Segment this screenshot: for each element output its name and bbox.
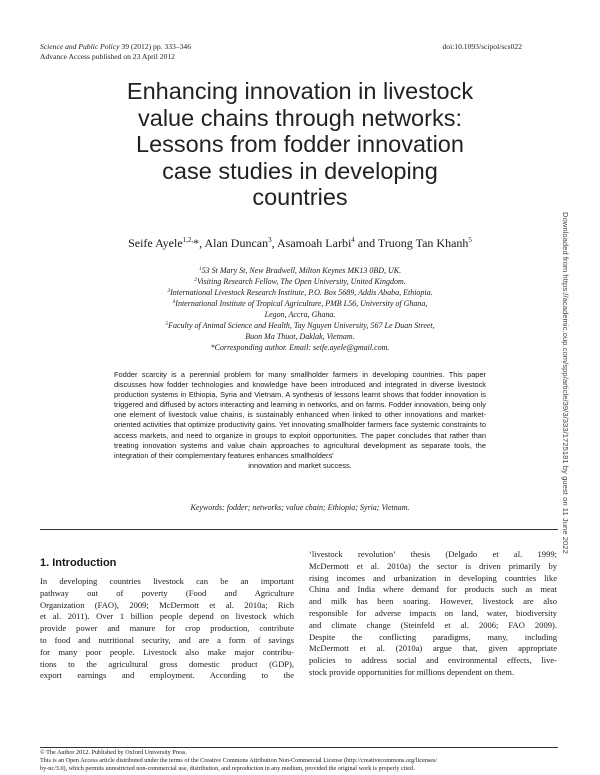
author-separator: and: [354, 236, 378, 250]
advance-access: Advance Access published on 23 April 2012: [40, 52, 175, 61]
title-line: value chains through networks:: [138, 104, 462, 131]
body-column-right: [309, 549, 557, 679]
copyright: © The Author 2012. Published by Oxford University Press.: [40, 749, 187, 756]
author-affil-marker: 4: [351, 236, 355, 244]
license-footer: [40, 749, 560, 773]
affiliation-marker: 2: [194, 277, 198, 283]
affiliation-marker: 5: [165, 321, 169, 327]
body-line: export earnings and employment. According to the: [40, 670, 294, 681]
body-line: and climate change (Steinfeld et al. 2006; FAO 2009).: [309, 619, 557, 630]
license-text[interactable]: This is an Open Access article distributed under the terms of the Creative Commons Attribution Non-Commercial License (http://creativecommons.org/licenses/: [40, 757, 438, 764]
body-line: for many poor people. Livestock also make major contribu-: [40, 646, 294, 657]
affiliation-text: International Institute of Tropical Agriculture, PMB L56, University of Ghana,: [175, 299, 428, 308]
body-line: tions to the agricultural gross domestic product (GDP),: [40, 658, 294, 669]
journal-volume: 39 (2012) pp. 333–346: [119, 42, 192, 51]
body-line: In developing countries livestock can be an important: [40, 576, 294, 586]
abstract-text: Fodder scarcity is a perennial problem for many smallholder farmers in developing countries. This paper discusses how fodder technologies and knowledge have been introduced and integrated in diverse livestock production systems in Ethiopia, Syria and Vietnam. A synthesis of lessons learnt shows that fodder innovation is triggered and diffused by actors interacting and learning in networks, and on farms. Fodder innovation, being only one element of livestock value chains, is sustainably enhanced when linked to other innovations and market-oriented activities that optimize productivity gains. Yet innovating smallholder farmers face systemic constraints to access markets, and need to organize in groups to exploit opportunities. The paper concludes that rather than treating innovation systems and value chain approaches to agricultural development as separate tools, the integration of their complementary features enhances smallholders': [114, 370, 486, 460]
section-heading: 1. Introduction: [40, 557, 117, 569]
corresponding-email[interactable]: *Corresponding author. Email: seife.ayele@gmail.com.: [210, 343, 390, 352]
download-notice: Downloaded from https://academic.oup.com/spp/article/39/3/333/1725181 by guest on 11 June 2022: [561, 212, 570, 554]
body-line: ‘livestock revolution’ thesis (Delgado et al. 1999;: [309, 549, 557, 559]
journal-citation: [40, 42, 191, 52]
author-name[interactable]: Alan Duncan: [204, 236, 269, 250]
body-line: China and India where demand for products such as meat: [309, 584, 557, 595]
author-name[interactable]: Seife Ayele: [128, 236, 183, 250]
affiliation-marker: 3: [167, 288, 171, 294]
body-line: McDermott et al. (2010a) argue that, given appropriate: [309, 643, 557, 654]
affiliation: [110, 298, 490, 309]
body-line: responsible for adverse impacts on land, water, biodiversity: [309, 607, 557, 618]
affiliation: [110, 309, 490, 320]
body-line: Organization (FAO), 2009; McDermott et al. 2010a; Rich: [40, 599, 294, 610]
body-line: Despite the conflicting paradigms, many, including: [309, 631, 557, 642]
author-separator: ,: [271, 236, 277, 250]
affiliation-text: International Livestock Research Institute, P.O. Box 5689, Addis Ababa, Ethiopia.: [170, 288, 433, 297]
body-line: policies to address social and environmental effects, live-: [309, 655, 557, 666]
article-title: [90, 78, 510, 211]
affiliation: [110, 287, 490, 298]
author-affil-marker: 1,2,: [182, 236, 194, 244]
affiliation: [110, 320, 490, 331]
abstract: [114, 370, 486, 471]
title-line: Enhancing innovation in livestock: [126, 78, 474, 104]
abstract-last-line: innovation and market success.: [248, 460, 352, 470]
affiliations: [110, 265, 490, 353]
body-line: to food and nutritional security, and are a form of savings: [40, 634, 294, 645]
author-name[interactable]: Truong Tan Khanh: [377, 236, 469, 250]
title-line: Lessons from fodder innovation: [136, 131, 464, 157]
doi[interactable]: doi:10.1093/scipol/scs022: [442, 42, 522, 51]
section-divider: [40, 529, 558, 530]
body-column-left: [40, 576, 294, 682]
author-name[interactable]: Asamoah Larbi: [276, 236, 352, 250]
affiliation-text: Buon Ma Thuot, Daklak, Vietnam.: [245, 332, 355, 341]
body-line: McDermott et al. 2010a) the sector is driven primarily by: [309, 560, 557, 571]
body-line: pathway out of poverty (Food and Agriculture: [40, 587, 294, 598]
body-line: rising incomes and urbanization in developing countries like: [309, 572, 557, 583]
affiliation-text: 53 St Mary St, New Bradwell, Milton Keynes MK13 0BD, UK.: [201, 266, 402, 275]
author-affil-marker: 5: [468, 236, 472, 244]
keywords: Keywords: fodder; networks; value chain; Ethiopia; Syria; Vietnam.: [190, 503, 410, 512]
download-watermark: [561, 212, 580, 642]
title-line: countries: [252, 184, 348, 210]
affiliation-text: Visiting Research Fellow, The Open University, United Kingdom.: [197, 277, 406, 286]
footer-divider: [40, 747, 558, 748]
body-line: and milk has been soaring. However, livestock are also: [309, 596, 557, 607]
affiliation-text: Faculty of Animal Science and Health, Tay Nguyen University, 567 Le Duan Street,: [168, 321, 435, 330]
license-text: by-nc/3.0), which permits unrestricted non-commercial use, distribution, and reproduction in any medium, provided the original work is properly cited.: [40, 765, 415, 772]
body-line: stock provide opportunities for millions dependent on them.: [309, 666, 515, 677]
title-line: case studies in developing: [162, 157, 438, 184]
corresponding-marker: *: [193, 236, 200, 250]
corresponding-author: [110, 342, 490, 353]
author-affil-marker: 3: [268, 236, 272, 244]
affiliation-text: Legon, Accra, Ghana.: [264, 310, 336, 319]
author-list: [70, 236, 530, 250]
affiliation: [110, 265, 490, 276]
affiliation-marker: 4: [172, 299, 176, 305]
journal-name: Science and Public Policy: [40, 42, 120, 51]
affiliation: [110, 331, 490, 342]
body-line: provide power and manure for crop production, contribute: [40, 623, 294, 634]
author-separator: ,: [199, 236, 205, 250]
affiliation-marker: 1: [198, 266, 202, 272]
affiliation: [110, 276, 490, 287]
body-line: et al. 2011). Over 1 billion people depend on livestock which: [40, 611, 294, 622]
